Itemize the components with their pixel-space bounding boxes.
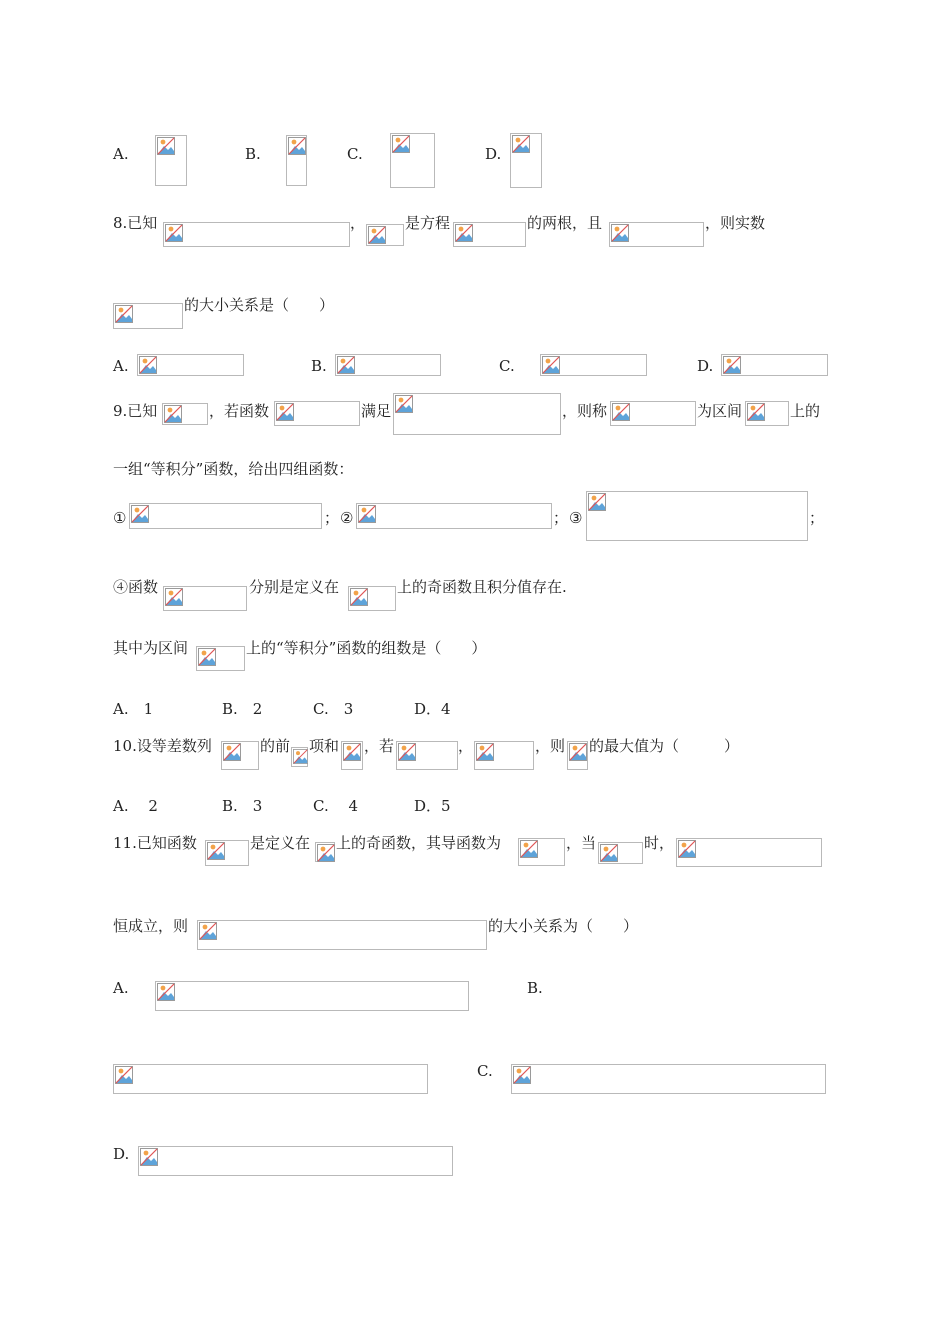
q8-two-roots: 的两根，且 xyxy=(527,214,603,232)
q11-lead: 11.已知函数 xyxy=(113,834,197,852)
q8-option-a-label: A. xyxy=(113,357,129,375)
q10-first: 的前 xyxy=(260,737,291,755)
q9-as-interval: 为区间 xyxy=(697,402,743,420)
q11-option-c-image xyxy=(511,1064,826,1094)
q9-on-of: 上的 xyxy=(790,402,821,420)
q7-option-c-image xyxy=(390,133,435,188)
broken-image-icon xyxy=(165,224,183,242)
q11-option-c-label: C. xyxy=(477,1062,493,1080)
q7-option-b-label: B. xyxy=(245,145,261,163)
q7-option-d-image xyxy=(510,133,542,188)
q10-if: ，若 xyxy=(364,737,395,755)
broken-image-icon xyxy=(542,356,560,374)
q10-option-d: D．5 xyxy=(414,797,451,815)
q11-option-b-image xyxy=(113,1064,428,1094)
broken-image-icon xyxy=(600,844,618,862)
broken-image-icon xyxy=(678,840,696,858)
q10-max: 的最大值为（ ） xyxy=(589,737,740,755)
q10-option-a: A. 2 xyxy=(113,797,158,815)
broken-image-icon xyxy=(115,305,133,323)
q8-is-root-of: 是方程 xyxy=(405,214,451,232)
broken-image-icon xyxy=(569,743,587,761)
q8-option-d-label: D. xyxy=(697,357,714,375)
q11-relation: 的大小关系为（ ） xyxy=(488,917,639,935)
q9-semicolon-2: ； xyxy=(553,509,569,527)
q10-formula-3 xyxy=(396,741,458,770)
q9-option-a: A. 1 xyxy=(113,700,154,718)
q8-formula-3 xyxy=(453,222,526,247)
q9-case-1-label: ① xyxy=(113,509,127,527)
q8-formula-2 xyxy=(366,224,404,246)
q9-semicolon-1: ； xyxy=(324,509,340,527)
q8-option-c-label: C. xyxy=(499,357,515,375)
q7-option-a-image xyxy=(155,135,187,186)
q9-case-4-lead: ④函数 xyxy=(113,578,159,596)
q11-formula-2 xyxy=(315,842,335,862)
q9-formula-3 xyxy=(393,393,561,435)
broken-image-icon xyxy=(140,1148,158,1166)
q9-line2: 一组“等积分”函数，给出四组函数： xyxy=(113,460,354,478)
broken-image-icon xyxy=(455,224,473,242)
q9-question-interval xyxy=(196,646,245,671)
broken-image-icon xyxy=(157,137,175,155)
q10-formula-n xyxy=(291,747,308,767)
q10-option-b: B. 3 xyxy=(222,797,263,815)
q9-satisfies: 满足 xyxy=(361,402,392,420)
broken-image-icon xyxy=(165,588,183,606)
q9-lead: 9.已知 xyxy=(113,402,158,420)
broken-image-icon xyxy=(199,922,217,940)
q10-formula-2 xyxy=(341,741,363,770)
q8-formula-4 xyxy=(609,222,704,247)
q9-formula-2 xyxy=(274,401,360,426)
q9-option-d: D．4 xyxy=(414,700,451,718)
broken-image-icon xyxy=(588,493,606,511)
q7-option-d-label: D. xyxy=(485,145,502,163)
broken-image-icon xyxy=(293,749,308,764)
q8-formula-1 xyxy=(163,222,350,247)
broken-image-icon xyxy=(358,505,376,523)
q11-option-b-label: B. xyxy=(527,979,543,997)
q8-option-b-image xyxy=(335,354,441,376)
broken-image-icon xyxy=(207,842,225,860)
broken-image-icon xyxy=(512,135,530,153)
q11-option-a-label: A. xyxy=(113,979,129,997)
broken-image-icon xyxy=(139,356,157,374)
q8-lead: 8.已知 xyxy=(113,214,158,232)
q9-question-end: 上的“等积分”函数的组数是（ ） xyxy=(246,639,487,657)
broken-image-icon xyxy=(350,588,368,606)
q7-option-b-image xyxy=(286,135,307,186)
q9-if-func: ，若函数 xyxy=(209,402,270,420)
q8-then-real: ，则实数 xyxy=(705,214,766,232)
q10-formula-1 xyxy=(221,741,259,770)
q9-case-1-formula xyxy=(129,503,322,529)
broken-image-icon xyxy=(343,743,361,761)
broken-image-icon xyxy=(611,224,629,242)
q11-formula-5 xyxy=(676,838,822,867)
q8-option-b-label: B. xyxy=(311,357,327,375)
broken-image-icon xyxy=(115,1066,133,1084)
q11-formula-6 xyxy=(197,920,487,950)
q11-option-d-label: D. xyxy=(113,1145,130,1163)
q9-case-2-formula xyxy=(356,503,552,529)
q8-formula-5 xyxy=(113,303,183,329)
q11-odd-deriv: 上的奇函数，其导函数为 xyxy=(336,834,502,852)
q10-formula-4 xyxy=(474,741,534,770)
q10-then: ，则 xyxy=(535,737,566,755)
q9-option-b: B. 2 xyxy=(222,700,263,718)
broken-image-icon xyxy=(131,505,149,523)
q9-formula-4 xyxy=(610,401,696,426)
q9-case-3-formula xyxy=(586,491,808,541)
q10-option-c: C. 4 xyxy=(313,797,359,815)
broken-image-icon xyxy=(337,356,355,374)
broken-image-icon xyxy=(288,137,306,155)
broken-image-icon xyxy=(164,405,182,423)
q9-formula-1 xyxy=(162,403,208,425)
q11-always: 恒成立，则 xyxy=(113,917,189,935)
broken-image-icon xyxy=(198,648,216,666)
q11-formula-1 xyxy=(205,840,249,866)
broken-image-icon xyxy=(520,840,538,858)
q9-question-lead: 其中为区间 xyxy=(113,639,189,657)
broken-image-icon xyxy=(398,743,416,761)
broken-image-icon xyxy=(392,135,410,153)
q10-formula-5 xyxy=(567,741,588,770)
broken-image-icon xyxy=(368,226,386,244)
q8-relation: 的大小关系是（ ） xyxy=(184,296,335,314)
q8-option-c-image xyxy=(540,354,647,376)
q10-lead: 10.设等差数列 xyxy=(113,737,212,755)
q11-option-a-image xyxy=(155,981,469,1011)
broken-image-icon xyxy=(723,356,741,374)
q9-semicolon-3: ； xyxy=(809,509,825,527)
q9-then-called: ，则称 xyxy=(562,402,608,420)
q9-case-4-mid: 分别是定义在 xyxy=(249,578,340,596)
broken-image-icon xyxy=(476,743,494,761)
q11-when: ，当 xyxy=(566,834,597,852)
broken-image-icon xyxy=(747,403,765,421)
q11-time: 时， xyxy=(644,834,675,852)
broken-image-icon xyxy=(276,403,294,421)
q9-option-c: C. 3 xyxy=(313,700,354,718)
broken-image-icon xyxy=(513,1066,531,1084)
broken-image-icon xyxy=(395,395,413,413)
q11-formula-3 xyxy=(518,838,565,866)
q7-option-c-label: C. xyxy=(347,145,363,163)
broken-image-icon xyxy=(612,403,630,421)
q9-case-4-domain xyxy=(348,586,396,611)
q8-comma: ， xyxy=(350,214,366,232)
q8-option-a-image xyxy=(137,354,244,376)
q9-case-4-formula xyxy=(163,586,247,611)
broken-image-icon xyxy=(157,983,175,1001)
q7-option-a-label: A. xyxy=(113,145,129,163)
q8-option-d-image xyxy=(721,354,828,376)
q9-case-3-label: ③ xyxy=(569,509,583,527)
q11-defined-on: 是定义在 xyxy=(250,834,311,852)
q10-comma: ， xyxy=(458,737,474,755)
broken-image-icon xyxy=(223,743,241,761)
q11-option-d-image xyxy=(138,1146,453,1176)
q9-case-2-label: ② xyxy=(340,509,354,527)
q9-formula-5 xyxy=(745,401,789,426)
q9-case-4-end: 上的奇函数且积分值存在. xyxy=(397,578,567,596)
q10-n-sum: 项和 xyxy=(309,737,340,755)
broken-image-icon xyxy=(317,844,335,862)
q11-formula-4 xyxy=(598,842,643,864)
